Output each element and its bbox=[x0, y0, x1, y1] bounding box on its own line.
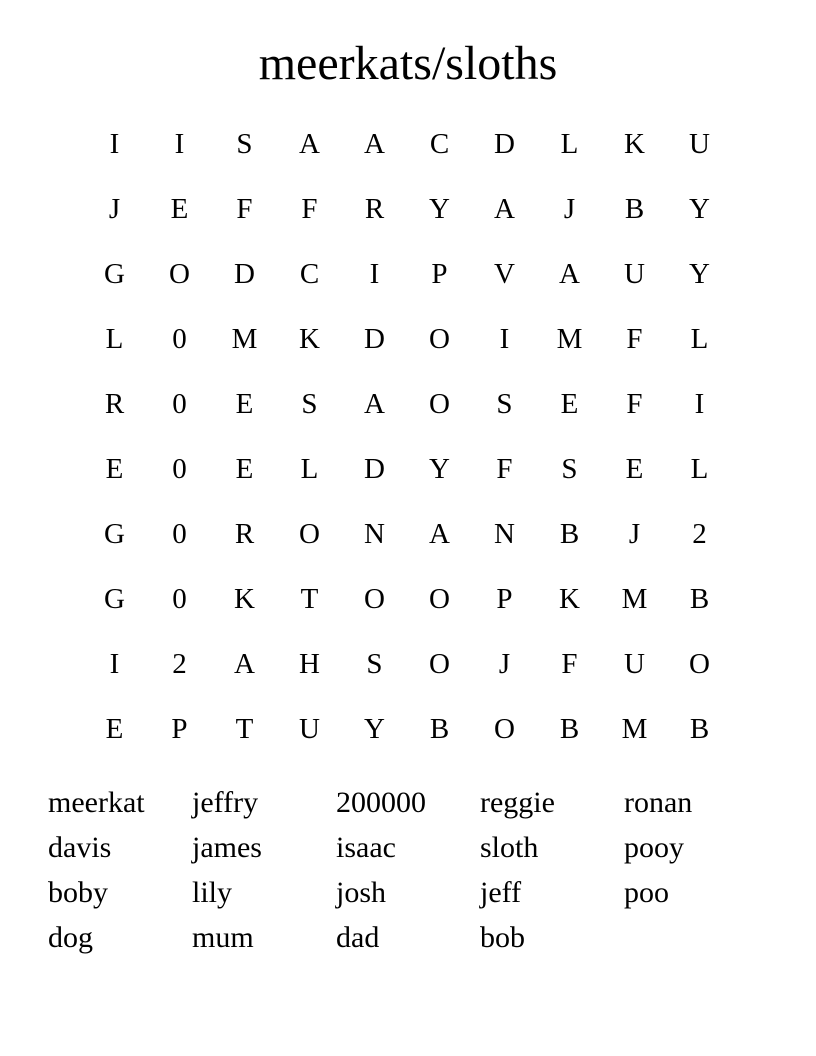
grid-cell: T bbox=[300, 583, 319, 615]
grid-cell: F bbox=[561, 648, 578, 680]
grid-cell: A bbox=[364, 388, 385, 420]
grid-cell: E bbox=[105, 713, 124, 745]
grid-cell: D bbox=[364, 453, 385, 485]
word-list-item: mum bbox=[192, 921, 254, 954]
grid-cell: O bbox=[429, 648, 450, 680]
grid-cell: O bbox=[429, 323, 450, 355]
grid-cell: B bbox=[429, 713, 450, 745]
grid-cell: I bbox=[109, 648, 120, 680]
grid-cell: A bbox=[429, 518, 450, 550]
grid-cell: N bbox=[494, 518, 515, 550]
grid-cell: M bbox=[621, 713, 648, 745]
grid-cell: V bbox=[494, 258, 515, 290]
grid-cell: K bbox=[234, 583, 255, 615]
grid-cell: U bbox=[624, 648, 645, 680]
grid-cell: J bbox=[563, 193, 576, 225]
grid-cell: P bbox=[171, 713, 188, 745]
grid-cell: G bbox=[104, 258, 125, 290]
grid-cell: F bbox=[301, 193, 318, 225]
grid-cell: E bbox=[105, 453, 124, 485]
grid-cell: S bbox=[496, 388, 513, 420]
grid-cell: E bbox=[235, 388, 254, 420]
grid-cell: D bbox=[494, 128, 515, 160]
grid-cell: J bbox=[628, 518, 641, 550]
word-list bbox=[48, 780, 788, 960]
grid-cell: I bbox=[109, 128, 120, 160]
puzzle-title: meerkats/sloths bbox=[258, 37, 558, 90]
word-list-empty-slot bbox=[624, 915, 768, 960]
grid-cell: R bbox=[234, 518, 255, 550]
word-list-item: reggie bbox=[480, 786, 555, 819]
grid-cell: O bbox=[494, 713, 515, 745]
grid-cell: I bbox=[694, 388, 705, 420]
grid-cell: I bbox=[499, 323, 510, 355]
word-list-item: pooy bbox=[624, 831, 684, 864]
grid-cell: L bbox=[690, 453, 709, 485]
grid-cell: L bbox=[300, 453, 319, 485]
grid-cell: J bbox=[498, 648, 511, 680]
grid-cell: G bbox=[104, 583, 125, 615]
grid-cell: B bbox=[689, 583, 710, 615]
grid-cell: B bbox=[689, 713, 710, 745]
grid-cell: L bbox=[690, 323, 709, 355]
grid-cell: D bbox=[364, 323, 385, 355]
grid-cell: B bbox=[559, 713, 580, 745]
grid-cell: U bbox=[689, 128, 710, 160]
grid-cell: 0 bbox=[172, 518, 187, 550]
grid-cell: M bbox=[621, 583, 648, 615]
grid-cell: K bbox=[624, 128, 645, 160]
grid-cell: A bbox=[234, 648, 255, 680]
grid-cell: O bbox=[429, 388, 450, 420]
grid-cell: B bbox=[624, 193, 645, 225]
grid-cell: L bbox=[105, 323, 124, 355]
grid-cell: Y bbox=[689, 258, 710, 290]
grid-cell: 0 bbox=[172, 583, 187, 615]
word-list-item: davis bbox=[48, 831, 112, 864]
grid-cell: M bbox=[231, 323, 258, 355]
word-list-item: meerkat bbox=[48, 786, 145, 819]
grid-cell: F bbox=[626, 388, 643, 420]
grid-cell: E bbox=[625, 453, 644, 485]
word-list-item: lily bbox=[192, 876, 233, 909]
word-list-item: josh bbox=[336, 876, 387, 909]
letter-grid bbox=[82, 112, 732, 762]
grid-cell: F bbox=[496, 453, 513, 485]
grid-cell: I bbox=[369, 258, 380, 290]
grid-cell: U bbox=[624, 258, 645, 290]
grid-cell: O bbox=[169, 258, 190, 290]
word-list-item: jeff bbox=[480, 876, 522, 909]
grid-cell: B bbox=[559, 518, 580, 550]
grid-cell: A bbox=[494, 193, 515, 225]
grid-cell: R bbox=[104, 388, 125, 420]
word-list-item: dog bbox=[48, 921, 93, 954]
grid-cell: F bbox=[236, 193, 253, 225]
word-list-item: ronan bbox=[624, 786, 693, 819]
grid-cell: G bbox=[104, 518, 125, 550]
grid-cell: N bbox=[364, 518, 385, 550]
grid-cell: O bbox=[299, 518, 320, 550]
grid-cell: I bbox=[174, 128, 185, 160]
grid-cell: S bbox=[561, 453, 578, 485]
grid-cell: F bbox=[626, 323, 643, 355]
grid-cell: C bbox=[299, 258, 320, 290]
grid-cell: U bbox=[299, 713, 320, 745]
grid-cell: Y bbox=[429, 453, 450, 485]
grid-cell: J bbox=[108, 193, 121, 225]
grid-cell: A bbox=[364, 128, 385, 160]
grid-cell: T bbox=[235, 713, 254, 745]
grid-cell: 2 bbox=[692, 518, 707, 550]
grid-cell: K bbox=[559, 583, 580, 615]
grid-cell: S bbox=[301, 388, 318, 420]
word-list-item: boby bbox=[48, 876, 108, 909]
grid-cell: 0 bbox=[172, 388, 187, 420]
grid-cell: Y bbox=[429, 193, 450, 225]
grid-cell: P bbox=[496, 583, 513, 615]
grid-cell: A bbox=[559, 258, 580, 290]
word-list-item: sloth bbox=[480, 831, 539, 864]
grid-cell: Y bbox=[364, 713, 385, 745]
grid-cell: Y bbox=[689, 193, 710, 225]
grid-cell: R bbox=[364, 193, 385, 225]
grid-cell: E bbox=[235, 453, 254, 485]
grid-cell: P bbox=[431, 258, 448, 290]
grid-cell: O bbox=[429, 583, 450, 615]
grid-cell: H bbox=[299, 648, 320, 680]
grid-cell: K bbox=[299, 323, 320, 355]
grid-cell: O bbox=[689, 648, 710, 680]
word-list-item: poo bbox=[624, 876, 669, 909]
word-list-item: dad bbox=[336, 921, 380, 954]
grid-cell: E bbox=[560, 388, 579, 420]
word-list-item: isaac bbox=[336, 831, 396, 864]
grid-cell: M bbox=[556, 323, 583, 355]
grid-cell: O bbox=[364, 583, 385, 615]
grid-cell: 0 bbox=[172, 453, 187, 485]
grid-cell: E bbox=[170, 193, 189, 225]
grid-cell: S bbox=[236, 128, 253, 160]
word-list-item: 200000 bbox=[336, 786, 426, 819]
grid-cell: C bbox=[429, 128, 450, 160]
word-list-item: jeffry bbox=[192, 786, 259, 819]
grid-cell: D bbox=[234, 258, 255, 290]
grid-cell: L bbox=[560, 128, 579, 160]
grid-cell: 2 bbox=[172, 648, 187, 680]
grid-cell: S bbox=[366, 648, 383, 680]
word-list-item: bob bbox=[480, 921, 525, 954]
grid-cell: 0 bbox=[172, 323, 187, 355]
grid-cell: A bbox=[299, 128, 320, 160]
word-list-item: james bbox=[192, 831, 262, 864]
